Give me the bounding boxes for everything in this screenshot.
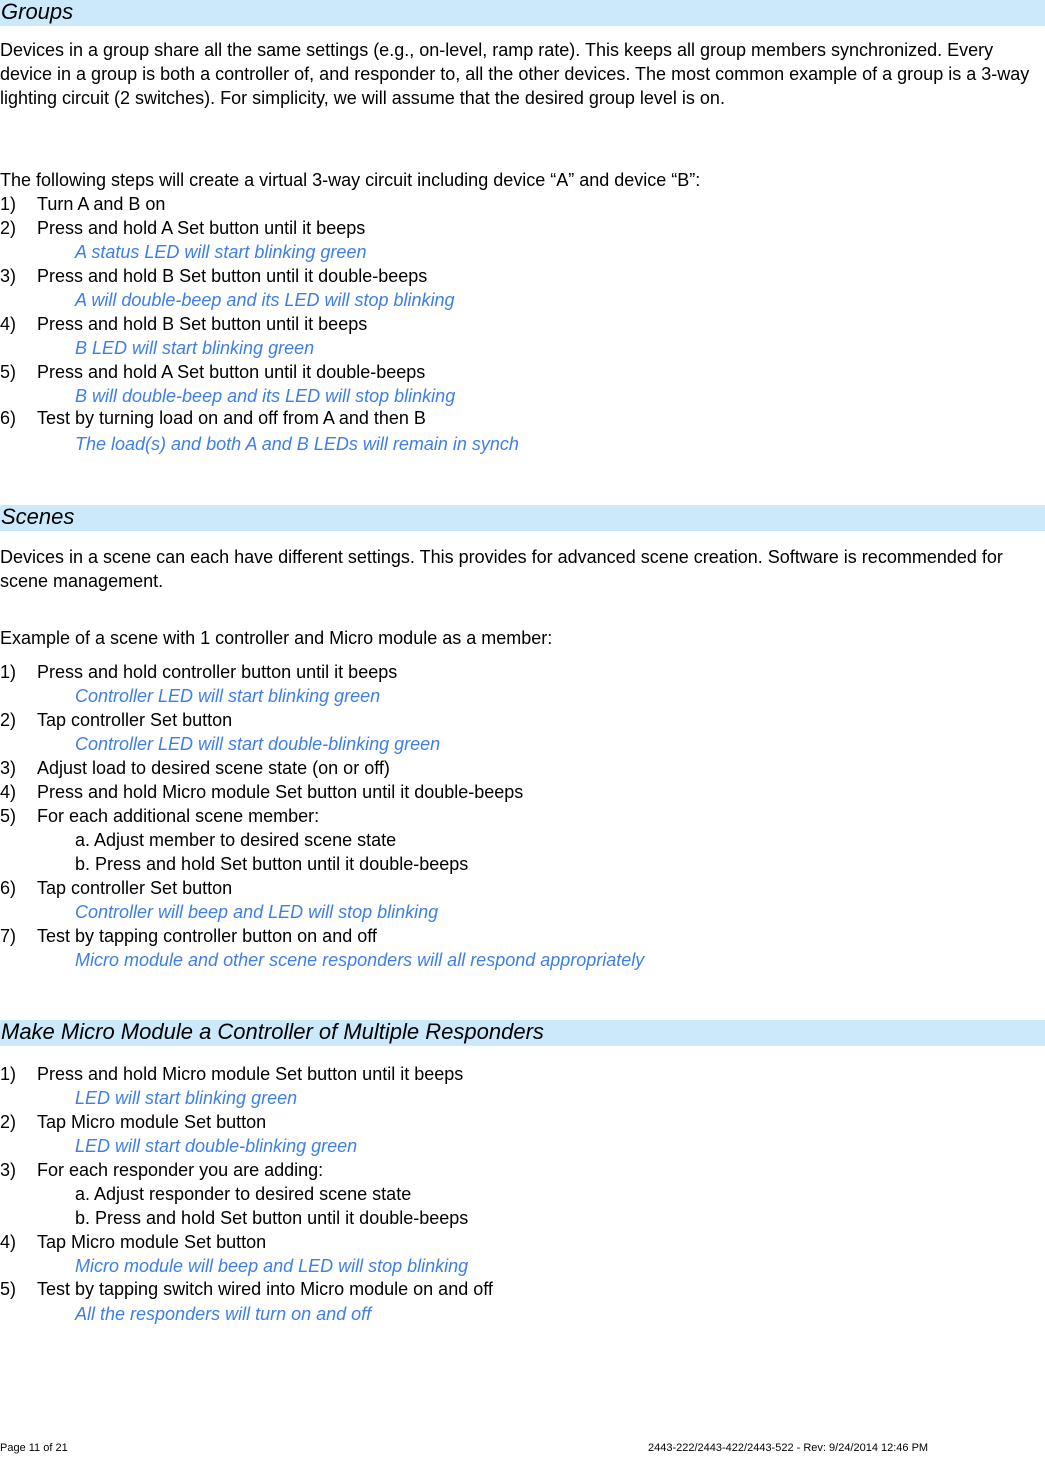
- step-result-note: A status LED will start blinking green: [75, 242, 367, 262]
- step-text: Test by turning load on and off from A and then B: [37, 408, 426, 428]
- step-text: For each responder you are adding:: [37, 1160, 324, 1180]
- step-text: Turn A and B on: [37, 194, 166, 214]
- document-revision: 2443-222/2443-422/2443-522 - Rev: 9/24/2014 12:46 PM: [648, 1442, 929, 1454]
- step-text: For each additional scene member:: [37, 806, 320, 826]
- page-number: Page 11 of 21: [0, 1442, 68, 1454]
- step-number: 3): [0, 266, 17, 286]
- step-result-note: The load(s) and both A and B LEDs will remain in synch: [75, 434, 519, 454]
- step-result-note: Controller LED will start double-blinking green: [75, 734, 441, 754]
- step-number: 1): [0, 194, 17, 214]
- step-number: 3): [0, 1160, 17, 1180]
- section-header-controller: [0, 1020, 1045, 1046]
- groups-lead: The following steps will create a virtual 3-way circuit including device “A” and device “B”:: [0, 170, 701, 190]
- step-text: Press and hold controller button until it beeps: [37, 662, 398, 682]
- step-result-note: All the responders will turn on and off: [75, 1304, 372, 1324]
- step-text: Press and hold Micro module Set button until it double-beeps: [37, 782, 524, 802]
- step-result-note: Controller will beep and LED will stop blinking: [75, 902, 439, 922]
- step-text: Press and hold B Set button until it beeps: [37, 314, 368, 334]
- step-number: 5): [0, 1279, 17, 1299]
- step-text: Test by tapping switch wired into Micro module on and off: [37, 1279, 493, 1299]
- step-number: 4): [0, 314, 17, 334]
- sub-step: a. Adjust member to desired scene state: [75, 830, 397, 850]
- sub-step: b. Press and hold Set button until it double-beeps: [75, 1208, 469, 1228]
- section-header-scenes: [0, 505, 1045, 531]
- sub-step: a. Adjust responder to desired scene state: [75, 1184, 412, 1204]
- step-result-note: B will double-beep and its LED will stop blinking: [75, 386, 456, 406]
- step-text: Press and hold A Set button until it double-beeps: [37, 362, 426, 382]
- step-number: 6): [0, 878, 17, 898]
- step-text: Press and hold A Set button until it beeps: [37, 218, 366, 238]
- step-text: Test by tapping controller button on and off: [37, 926, 377, 946]
- step-result-note: Micro module and other scene responders will all respond appropriately: [75, 950, 645, 970]
- step-number: 4): [0, 782, 17, 802]
- step-number: 2): [0, 710, 17, 730]
- step-result-note: LED will start double-blinking green: [75, 1136, 358, 1156]
- step-number: 2): [0, 1112, 17, 1132]
- step-number: 4): [0, 1232, 17, 1252]
- step-text: Tap Micro module Set button: [37, 1232, 267, 1252]
- step-text: Press and hold B Set button until it double-beeps: [37, 266, 428, 286]
- section-title: Groups: [1, 0, 74, 24]
- step-number: 5): [0, 362, 17, 382]
- groups-intro: Devices in a group share all the same settings (e.g., on-level, ramp rate). This keeps all group members synchronized. Every device in a group is both a controller of, and responder to, all the other devices. The most common example of a group is a 3-way lighting circuit (2 switches). For simplicity, we will assume that the desired group level is on.: [0, 40, 1030, 108]
- step-number: 1): [0, 662, 17, 682]
- sub-step: b. Press and hold Set button until it double-beeps: [75, 854, 469, 874]
- step-number: 3): [0, 758, 17, 778]
- section-title: Scenes: [1, 504, 75, 529]
- step-number: 1): [0, 1064, 17, 1084]
- step-text: Press and hold Micro module Set button until it beeps: [37, 1064, 464, 1084]
- step-number: 5): [0, 806, 17, 826]
- step-result-note: B LED will start blinking green: [75, 338, 315, 358]
- step-text: Tap controller Set button: [37, 710, 233, 730]
- step-number: 6): [0, 408, 17, 428]
- scenes-lead: Example of a scene with 1 controller and Micro module as a member:: [0, 628, 553, 648]
- step-text: Tap Micro module Set button: [37, 1112, 267, 1132]
- step-result-note: Controller LED will start blinking green: [75, 686, 381, 706]
- section-header-groups: [0, 0, 1045, 26]
- scenes-intro: Devices in a scene can each have different settings. This provides for advanced scene creation. Software is recommended for scene management.: [0, 547, 1003, 591]
- step-result-note: LED will start blinking green: [75, 1088, 298, 1108]
- step-number: 2): [0, 218, 17, 238]
- section-title: Make Micro Module a Controller of Multiple Responders: [1, 1019, 544, 1044]
- step-result-note: A will double-beep and its LED will stop blinking: [75, 290, 455, 310]
- step-text: Adjust load to desired scene state (on or off): [37, 758, 390, 778]
- step-text: Tap controller Set button: [37, 878, 233, 898]
- step-number: 7): [0, 926, 17, 946]
- step-result-note: Micro module will beep and LED will stop blinking: [75, 1256, 469, 1276]
